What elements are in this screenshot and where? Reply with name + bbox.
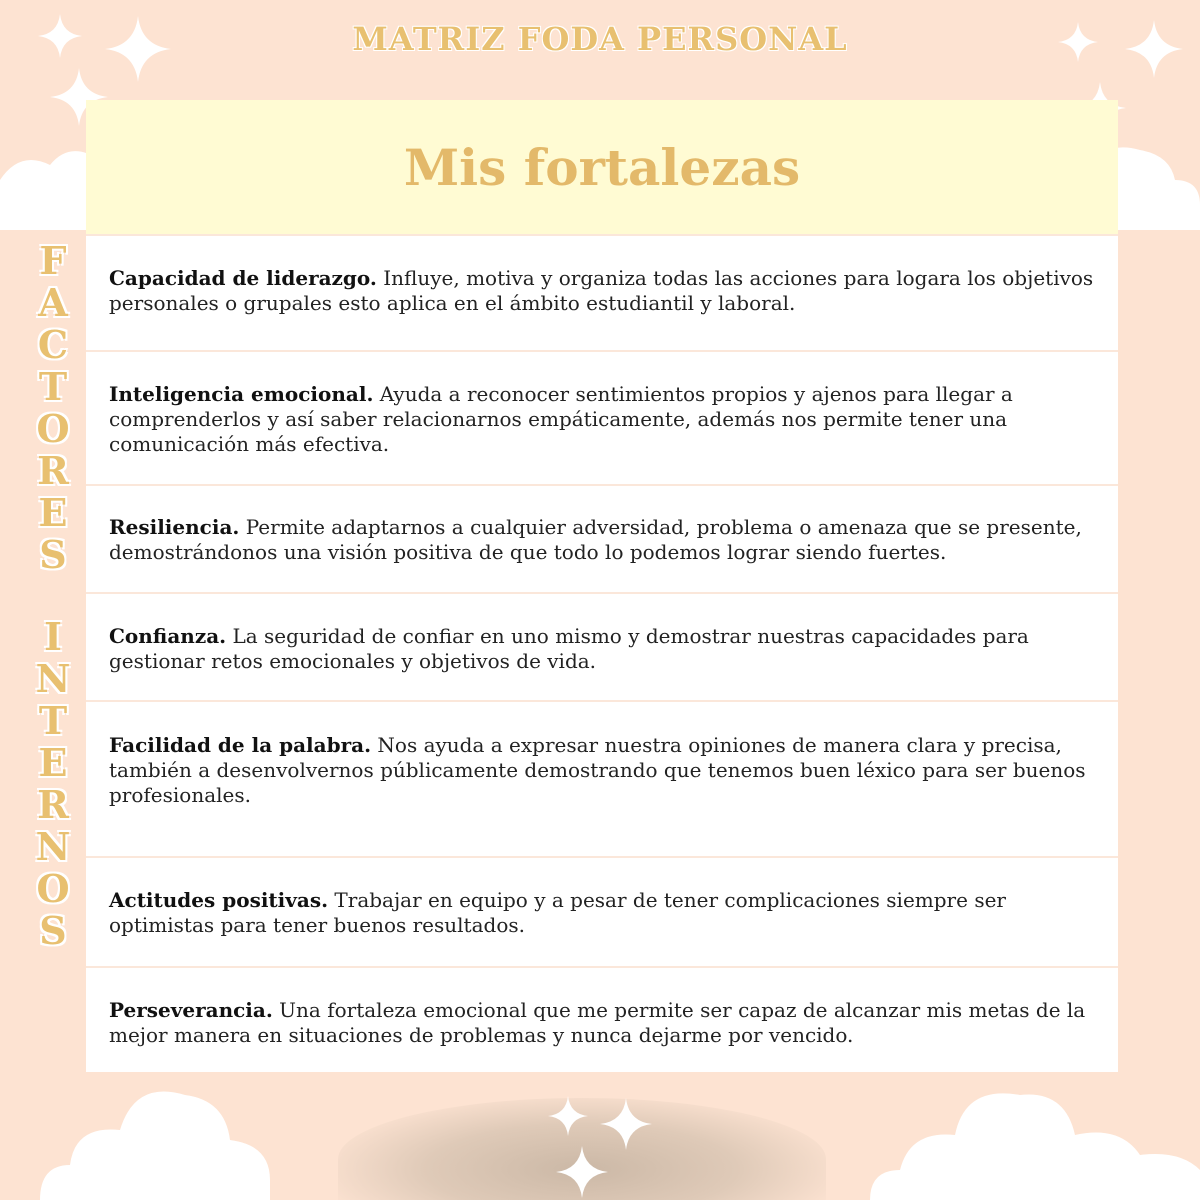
page-title: MATRIZ FODA PERSONAL bbox=[352, 20, 848, 58]
item-text: Trabajar en equipo y a pesar de tener complicaciones siempre ser optimistas para tener buenos resultados. bbox=[109, 888, 1006, 937]
item-term: Actitudes positivas. bbox=[109, 888, 329, 912]
list-item bbox=[86, 484, 1118, 592]
cloud-icon bbox=[40, 1070, 270, 1200]
panel-header bbox=[86, 100, 1118, 234]
item-term: Inteligencia emocional. bbox=[109, 382, 374, 406]
list-item bbox=[86, 856, 1118, 966]
side-letter: R bbox=[37, 782, 69, 827]
side-letter: R bbox=[37, 448, 69, 493]
sparkle-icon bbox=[600, 1098, 652, 1150]
side-letter: C bbox=[37, 322, 69, 367]
item-term: Resiliencia. bbox=[109, 515, 240, 539]
side-letter: A bbox=[38, 280, 68, 325]
side-letter: I bbox=[44, 614, 62, 659]
item-text: Nos ayuda a expresar nuestra opiniones de manera clara y precisa, también a desenvolvernos públicamente demostrando que tenemos buen léxico para ser buenos profesionales. bbox=[109, 733, 1086, 807]
item-text: La seguridad de confiar en uno mismo y demostrar nuestras capacidades para gestionar retos emocionales y objetivos de vida. bbox=[109, 624, 1029, 673]
item-text: Influye, motiva y organiza todas las acciones para logara los objetivos personales o grupales esto aplica en el ámbito estudiantil y laboral. bbox=[109, 266, 1094, 315]
side-letter: T bbox=[38, 364, 68, 409]
list-item bbox=[86, 592, 1118, 700]
sparkle-icon bbox=[38, 14, 82, 58]
item-text: Una fortaleza emocional que me permite ser capaz de alcanzar mis metas de la mejor manera en situaciones de problemas y nunca dejarme por vencido. bbox=[109, 998, 1086, 1047]
item-text: Ayuda a reconocer sentimientos propios y ajenos para llegar a comprenderlos y así saber relacionarnos empáticamente, además nos permite tener una comunicación más efectiva. bbox=[109, 382, 1013, 456]
list-item bbox=[86, 966, 1118, 1072]
sparkle-icon bbox=[548, 1096, 588, 1136]
sparkle-icon bbox=[1125, 20, 1183, 78]
side-letter: N bbox=[35, 656, 71, 701]
item-term: Confianza. bbox=[109, 624, 227, 648]
list-item bbox=[86, 234, 1118, 350]
list-item bbox=[86, 350, 1118, 484]
side-letter: O bbox=[36, 866, 70, 911]
side-letter: N bbox=[35, 824, 71, 869]
item-term: Perseverancia. bbox=[109, 998, 273, 1022]
panel-title: Mis fortalezas bbox=[403, 137, 801, 197]
side-letter: F bbox=[39, 238, 67, 283]
side-letter: E bbox=[38, 740, 68, 785]
side-letter: E bbox=[38, 490, 68, 535]
side-letter: T bbox=[38, 698, 68, 743]
sparkle-icon bbox=[1058, 22, 1098, 62]
cloud-icon bbox=[870, 1070, 1200, 1200]
side-label-factores-internos bbox=[30, 240, 76, 952]
strengths-panel bbox=[86, 100, 1118, 1072]
side-letter: O bbox=[36, 406, 70, 451]
item-term: Facilidad de la palabra. bbox=[109, 733, 372, 757]
item-text: Permite adaptarnos a cualquier adversidad, problema o amenaza que se presente, demostrándonos una visión positiva de que todo lo podemos lograr siendo fuertes. bbox=[109, 515, 1082, 564]
item-term: Capacidad de liderazgo. bbox=[109, 266, 377, 290]
side-letter: S bbox=[39, 532, 67, 577]
sparkle-icon bbox=[105, 16, 171, 82]
sparkle-icon bbox=[556, 1146, 608, 1198]
list-item bbox=[86, 700, 1118, 856]
side-letter: S bbox=[39, 908, 67, 953]
